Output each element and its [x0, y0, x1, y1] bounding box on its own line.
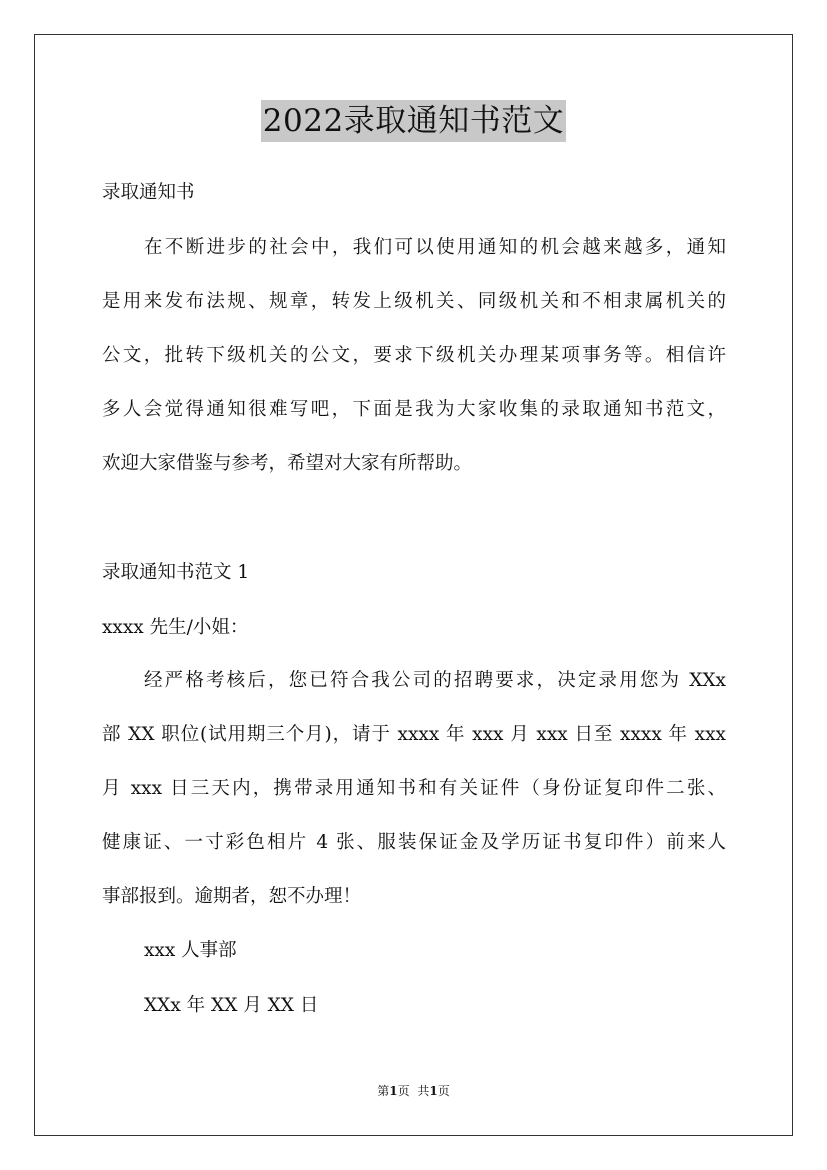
section-title: 录取通知书范文 1 [102, 562, 250, 583]
footer-total-suffix: 页 [437, 1084, 450, 1098]
body-line-5: 事部报到。逾期者，恕不办理！ [102, 886, 362, 907]
body-line-2: 部 XX 职位(试用期三个月)，请于 xxxx 年 xxx 月 xxx 日至 xxxx 年 xxx [102, 724, 726, 745]
footer-page-suffix: 页 [397, 1084, 410, 1098]
intro-line-4: 多人会觉得通知很难写吧，下面是我为大家收集的录取通知书范文， [102, 399, 726, 420]
body-line-3: 月 xxx 日三天内，携带录用通知书和有关证件（身份证复印件二张、 [102, 778, 726, 799]
signature-date: XXx 年 XX 月 XX 日 [144, 995, 319, 1016]
page-footer [0, 1083, 827, 1099]
footer-total-prefix: 共 [417, 1084, 430, 1098]
intro-line-2: 是用来发布法规、规章，转发上级机关、同级机关和不相隶属机关的 [102, 291, 726, 312]
heading-admission-notice: 录取通知书 [102, 182, 195, 203]
body-line-1: 经严格考核后，您已符合我公司的招聘要求，决定录用您为 XXx [144, 670, 726, 691]
intro-line-5: 欢迎大家借鉴与参考，希望对大家有所帮助。 [102, 453, 473, 474]
intro-line-1: 在不断进步的社会中，我们可以使用通知的机会越来越多，通知 [144, 237, 726, 258]
salutation: xxxx 先生/小姐： [102, 617, 249, 638]
document-title: 2022录取通知书范文 [261, 100, 566, 142]
signature-department: xxx 人事部 [144, 940, 237, 961]
footer-total-number: 1 [429, 1084, 438, 1098]
footer-page-number: 1 [389, 1084, 398, 1098]
intro-line-3: 公文，批转下级机关的公文，要求下级机关办理某项事务等。相信许 [102, 345, 726, 366]
footer-page-prefix: 第 [377, 1084, 390, 1098]
title-container [0, 100, 827, 142]
body-line-4: 健康证、一寸彩色相片 4 张、服装保证金及学历证书复印件）前来人 [102, 832, 726, 853]
